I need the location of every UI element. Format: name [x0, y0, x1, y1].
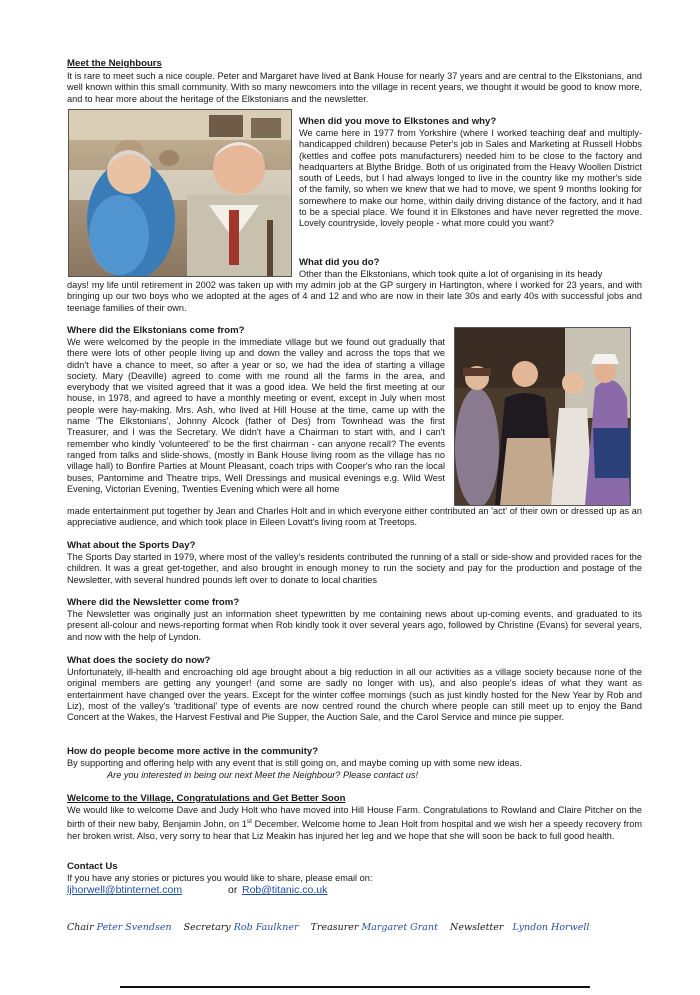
paragraph-welcome: [67, 805, 642, 842]
heading-elkstonians-origin: Where did the Elkstonians come from?: [67, 325, 245, 336]
ordinal-suffix: st: [246, 818, 252, 826]
chair-name: Peter Svendsen: [96, 922, 172, 933]
paragraph-elkstonians-origin-end: made entertainment put together by Jean and Charles Holt and in which everyone either contributed an 'act' of their own or dressed up as an appreciative audience, and which took place in Eileen Lovatt's living room at Treetops.: [67, 506, 642, 528]
heading-what-did-you-do: What did you do?: [299, 257, 380, 268]
page-title: Meet the Neighbours: [67, 58, 162, 69]
paragraph-become-active: By supporting and offering help with any event that is still going on, and maybe coming up with some new ideas.: [67, 758, 522, 768]
email-link-lyndon[interactable]: ljhorwell@btinternet.com: [67, 884, 183, 896]
welcome-text-b: December. Welcome home to Jean Holt from hospital and we wish her a speedy recovery from her broken wrist. Also, very sorry to hear that Liz Meakin has injured her leg and we hope that she will soon be back to full good health.: [67, 819, 642, 841]
heading-welcome: Welcome to the Village, Congratulations and Get Better Soon: [67, 793, 346, 804]
photo-peter-and-margaret: [68, 109, 292, 277]
newsletter-editor-name: Lyndon Horwell: [512, 922, 590, 933]
heading-when-did-you-move: When did you move to Elkstones and why?: [299, 116, 497, 127]
paragraph-society-now: Unfortunately, ill-health and encroaching old age brought about a big reduction in all our activities as a village society because none of the original members are getting any younger! (and some are sadly no longer with us), and also people's ideas of what they want as entertainment have changed over the years. Except for the winter coffee mornings (such as just kindly hosted for the New Year by Rob and Liz), most of the valley's 'traditional' type of events are now centred round the church where people can still meet up to enjoy the Band Concert at the Wakes, the Harvest Festival and Pie Supper, the Auction Sale, and the Carol Service and mince pie supper.: [67, 667, 642, 723]
paragraph-newsletter-origin: The Newsletter was originally just an information sheet typewritten by me containing news about up-coming events, and graduated to its present all-colour and news-reporting format when Rob kindly took it over several years ago, followed by Christine (Evans) for several years, and now with the help of Lyndon.: [67, 609, 642, 642]
paragraph-sports-day: The Sports Day started in 1979, where most of the valley's residents contributed the running of a stall or side-show and provided races for the children. It was a great get-together, and also brought in enough money to run the society and pay for the production and postage of the Newsletter, with several hundred pounds left over to donate to local charities: [67, 552, 642, 585]
heading-sports-day: What about the Sports Day?: [67, 540, 196, 551]
heading-become-active: How do people become more active in the community?: [67, 746, 319, 757]
bottom-rule: [120, 986, 590, 988]
paragraph-what-did-you-do-line1: Other than the Elkstonians, which took quite a lot of organising in its heady: [299, 269, 603, 279]
secretary-label: Secretary: [183, 922, 231, 933]
costume-photo-illustration: [455, 328, 630, 505]
newsletter-label: Newsletter: [450, 922, 504, 933]
officers-line: [67, 922, 589, 933]
treasurer-name: Margaret Grant: [361, 922, 438, 933]
treasurer-label: Treasurer: [310, 922, 359, 933]
email-link-rob[interactable]: Rob@titanic.co.uk: [242, 884, 328, 896]
heading-contact: Contact Us: [67, 861, 118, 872]
heading-society-now: What does the society do now?: [67, 655, 211, 666]
photo-victorian-evening: [454, 327, 631, 506]
heading-newsletter-origin: Where did the Newsletter come from?: [67, 597, 240, 608]
secretary-name: Rob Faulkner: [233, 922, 299, 933]
contact-or-text: or: [228, 884, 238, 896]
paragraph-what-did-you-do: days! my life until retirement in 2002 was taken up with my admin job at the GP surgery in Hartington, where I worked for 23 years, and with bringing up our two boys who we adopted at the ages of 4 and 12 and who are now in their late 30s and early 40s with successful jobs and teenage families of their own.: [67, 280, 642, 313]
call-for-next-neighbour: Are you interested in being our next Meet the Neighbour? Please contact us!: [107, 770, 419, 780]
paragraph-contact: If you have any stories or pictures you would like to share, please email on:: [67, 873, 373, 883]
couple-photo-illustration: [69, 110, 291, 276]
paragraph-elkstonians-origin: We were welcomed by the people in the immediate village but we found out gradually that there were lots of other people living up and down the valley and across the tops that we didn't have a chance to meet, so after a year or so, we had the idea of starting a village society. Mary (Deaville) agreed to come with me round all the farms in the area, and everybody that we visited agreed that it was a good idea. We held the first meeting at our house, in 1978, and agreed to have a monthly meeting or event, except in July when most people were hay-making. Mrs. Ash, who lived at Hill House at the time, came up with the name 'The Elkstonians', Johnny Alcock (father of Des) from Townhead was the first Treasurer, and I was the Secretary. We didn't have a Chairman to start with, and I can't remember who kindly 'volunteered' to be the first chairman - can anyone recall? The events ranged from talks and slide-shows, (mostly in Bank House living room as the village has no village hall) to Bonfire Parties at Mount Pleasant, coach trips with Cooper's who ran the local buses, Pantomime and Theatre trips, Well Dressings and musical evenings e.g. Wild West Evening, Victorian Evening, Twenties Evening which were all home: [67, 337, 445, 494]
chair-label: Chair: [67, 922, 94, 933]
paragraph-when-did-you-move: We came here in 1977 from Yorkshire (where I worked teaching deaf and multiply-handicapped children) because Peter's job in Sales and Marketing at Russell Hobbs (kettles and coffee pots manufacturers) needed him to be close to the factory and headquarters at Blythe Bridge. Both of us originated from the Heavy Woollen District south of Leeds, but I had always longed to live in the country like my mother's side of the family, so when we knew that we had to move, we spent 9 months looking for somewhere to make our home, within daily driving distance of the factory, and it had to be a special place. We found it in Elkstones and have never regretted the move. Lovely countryside, lovely people - what more could you want?: [299, 128, 642, 229]
intro-paragraph: It is rare to meet such a nice couple. Peter and Margaret have lived at Bank House for nearly 37 years and are central to the Elkstonians, and well known within this small community. With so many newcomers into the village in recent years, we thought it would be good to know more, and to hear more about the heritage of the Elkstonians and the newsletter.: [67, 71, 642, 104]
welcome-text-a: We would like to welcome Dave and Judy Holt who have moved into Hill House Farm. Congratulations to Rowland and Claire Pitcher on the birth of their new baby, Benjamin John, on 1: [67, 805, 642, 830]
